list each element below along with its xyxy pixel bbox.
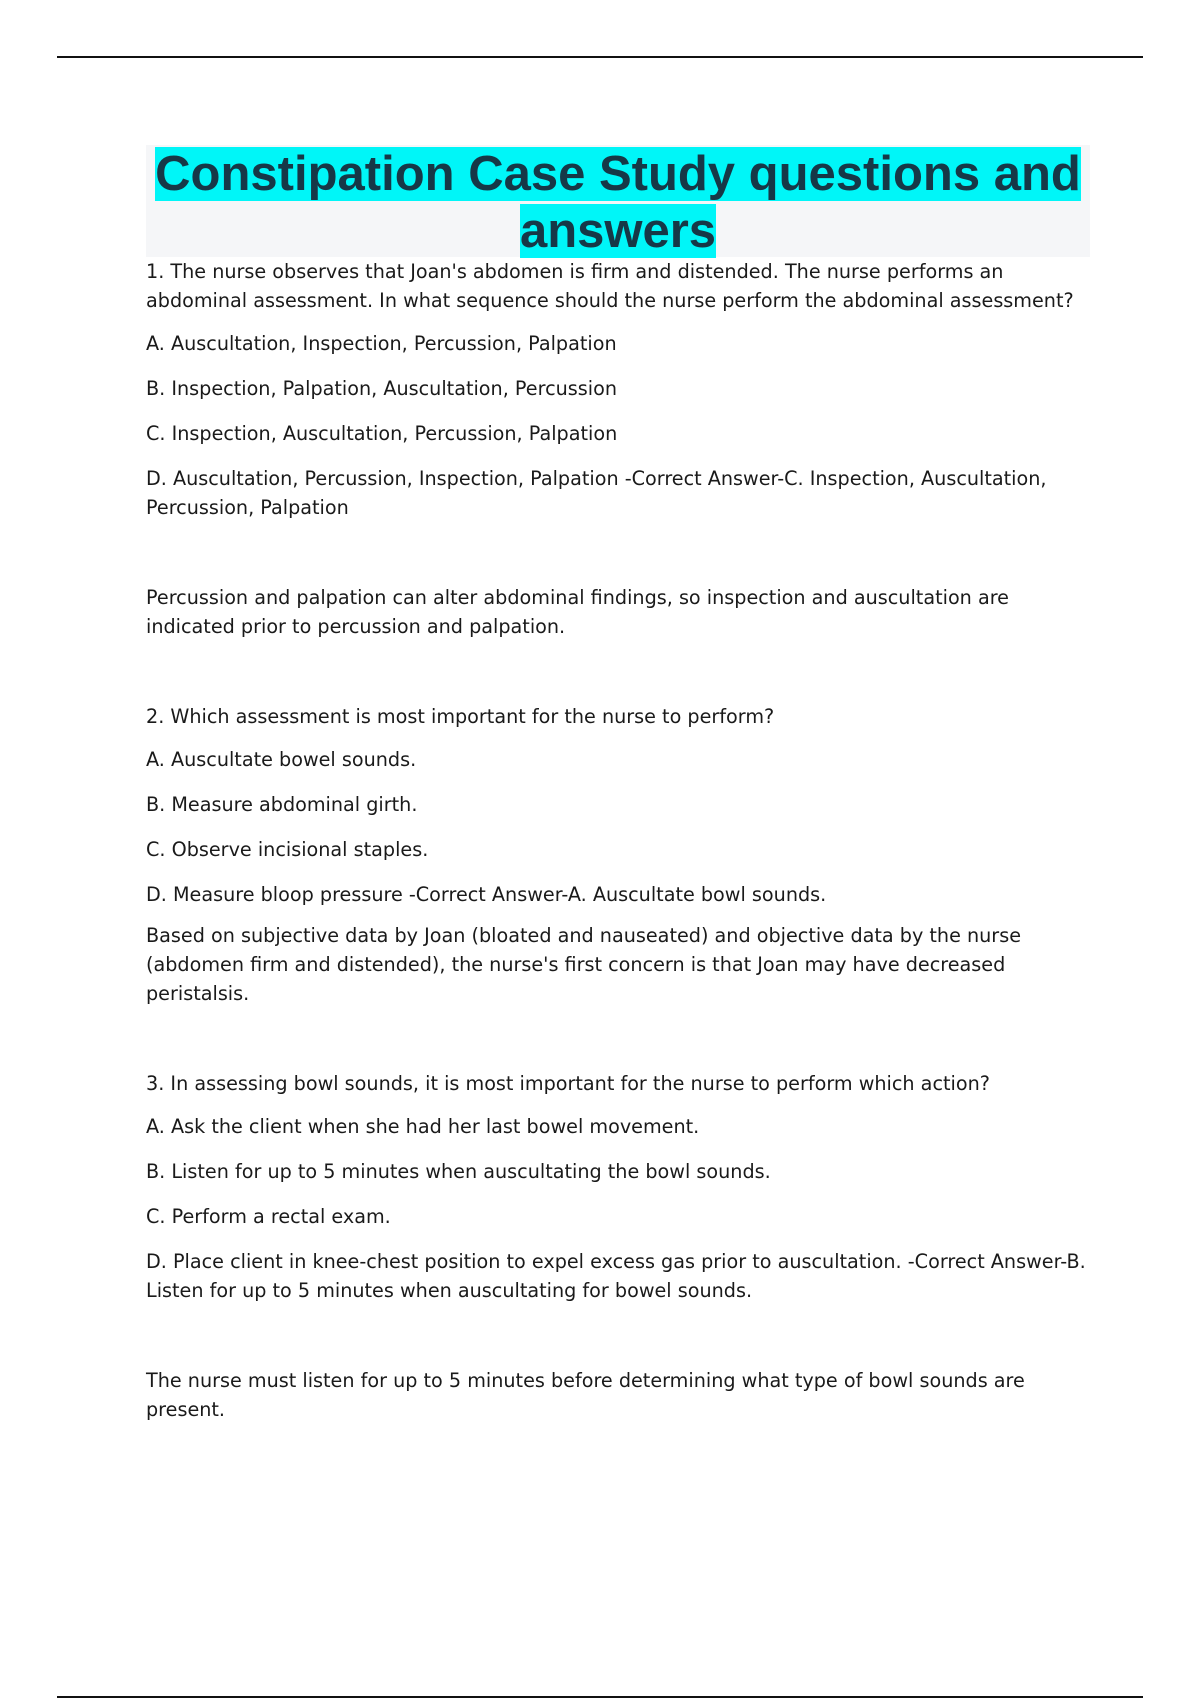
question-3-text: 3. In assessing bowl sounds, it is most important for the nurse to perform which action? <box>146 1072 990 1095</box>
question-2-text: 2. Which assessment is most important for the nurse to perform? <box>146 705 775 728</box>
question-2-option-c: C. Observe incisional staples. <box>146 838 429 861</box>
question-3-explanation: The nurse must listen for up to 5 minutes before determining what type of bowl sounds are present. <box>146 1369 1025 1421</box>
question-3-option-a: A. Ask the client when she had her last bowel movement. <box>146 1115 700 1138</box>
bottom-rule <box>57 1696 1143 1698</box>
question-2-option-b: B. Measure abdominal girth. <box>146 793 418 816</box>
document-body <box>146 257 1090 1424</box>
question-2-option-d-answer: D. Measure bloop pressure -Correct Answer-A. Auscultate bowl sounds. <box>146 883 827 906</box>
top-rule <box>57 56 1143 58</box>
title-block <box>146 145 1090 257</box>
question-1-option-b: B. Inspection, Palpation, Auscultation, Percussion <box>146 377 618 400</box>
question-3-option-b: B. Listen for up to 5 minutes when auscultating the bowl sounds. <box>146 1160 771 1183</box>
question-2-option-a: A. Auscultate bowel sounds. <box>146 748 417 771</box>
question-3-option-d-answer: D. Place client in knee-chest position to expel excess gas prior to auscultation. -Correct Answer-B. Listen for up to 5 minutes when auscultating for bowel sounds. <box>146 1250 1086 1302</box>
question-1-option-a: A. Auscultation, Inspection, Percussion, Palpation <box>146 332 617 355</box>
question-1-text: 1. The nurse observes that Joan's abdomen is firm and distended. The nurse performs an abdominal assessment. In what sequence should the nurse perform the abdominal assessment? <box>146 260 1074 312</box>
question-3-option-c: C. Perform a rectal exam. <box>146 1205 391 1228</box>
document-title <box>146 145 1090 260</box>
question-1-option-c: C. Inspection, Auscultation, Percussion, Palpation <box>146 422 618 445</box>
question-1-explanation: Percussion and palpation can alter abdominal findings, so inspection and auscultation are indicated prior to percussion and palpation. <box>146 586 1009 638</box>
document-title-text: Constipation Case Study questions and answers <box>155 147 1081 258</box>
question-2-explanation: Based on subjective data by Joan (bloated and nauseated) and objective data by the nurse (abdomen firm and distended), the nurse's first concern is that Joan may have decreased peristalsis. <box>146 924 1021 1005</box>
question-1-option-d-answer: D. Auscultation, Percussion, Inspection, Palpation -Correct Answer-C. Inspection, Auscultation, Percussion, Palpation <box>146 467 1047 519</box>
